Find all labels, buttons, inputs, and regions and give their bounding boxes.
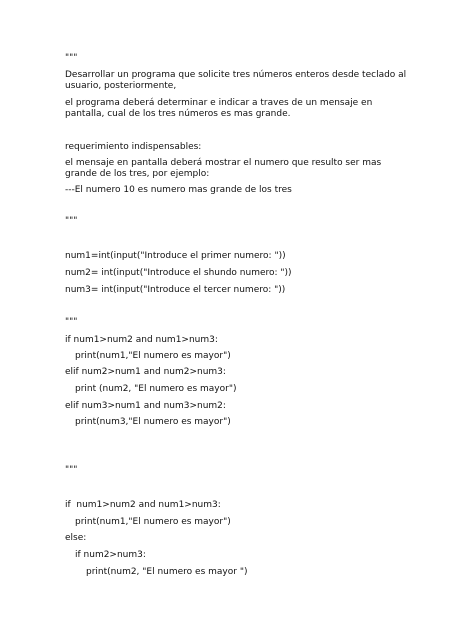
code-input-num1: num1=int(input("Introduce el primer numero: ")) <box>65 251 286 261</box>
code-print-num2: print (num2, "El numero es mayor") <box>75 384 237 394</box>
code-else: else: <box>65 533 87 543</box>
docstring-open-3: """ <box>65 465 78 475</box>
code-elif-num2: elif num2>num1 and num2>num3: <box>65 367 226 377</box>
requirements-line-1: el mensaje en pantalla deberá mostrar el numero que resulto ser mas <box>65 158 382 168</box>
code-if-num1-2: if num1>num2 and num1>num3: <box>65 500 221 510</box>
example-line: ---El numero 10 es numero mas grande de los tres <box>65 185 292 195</box>
code-if-num1: if num1>num2 and num1>num3: <box>65 335 218 345</box>
code-print-num2-2: print(num2, "El numero es mayor ") <box>86 567 248 577</box>
code-input-num2: num2= int(input("Introduce el shundo numero: ")) <box>65 268 292 278</box>
description-line-2: usuario, posteriormente, <box>65 81 177 91</box>
code-input-num3: num3= int(input("Introduce el tercer numero: ")) <box>65 285 286 295</box>
docstring-open-2: """ <box>65 317 78 327</box>
requirements-line-2: grande de los tres, por ejemplo: <box>65 169 210 179</box>
requirements-heading: requerimiento indispensables: <box>65 142 202 152</box>
description-line-1: Desarrollar un programa que solicite tres números enteros desde teclado al <box>65 70 407 80</box>
description-line-4: pantalla, cual de los tres números es mas grande. <box>65 109 291 119</box>
description-line-3: el programa deberá determinar e indicar a traves de un mensaje en <box>65 98 373 108</box>
code-if-num2: if num2>num3: <box>75 550 146 560</box>
code-print-num1: print(num1,"El numero es mayor") <box>75 351 231 361</box>
docstring-close: """ <box>65 216 78 226</box>
code-print-num3: print(num3,"El numero es mayor") <box>75 417 231 427</box>
code-elif-num3: elif num3>num1 and num3>num2: <box>65 401 226 411</box>
docstring-open: """ <box>65 53 78 63</box>
code-print-num1-2: print(num1,"El numero es mayor") <box>75 517 231 527</box>
